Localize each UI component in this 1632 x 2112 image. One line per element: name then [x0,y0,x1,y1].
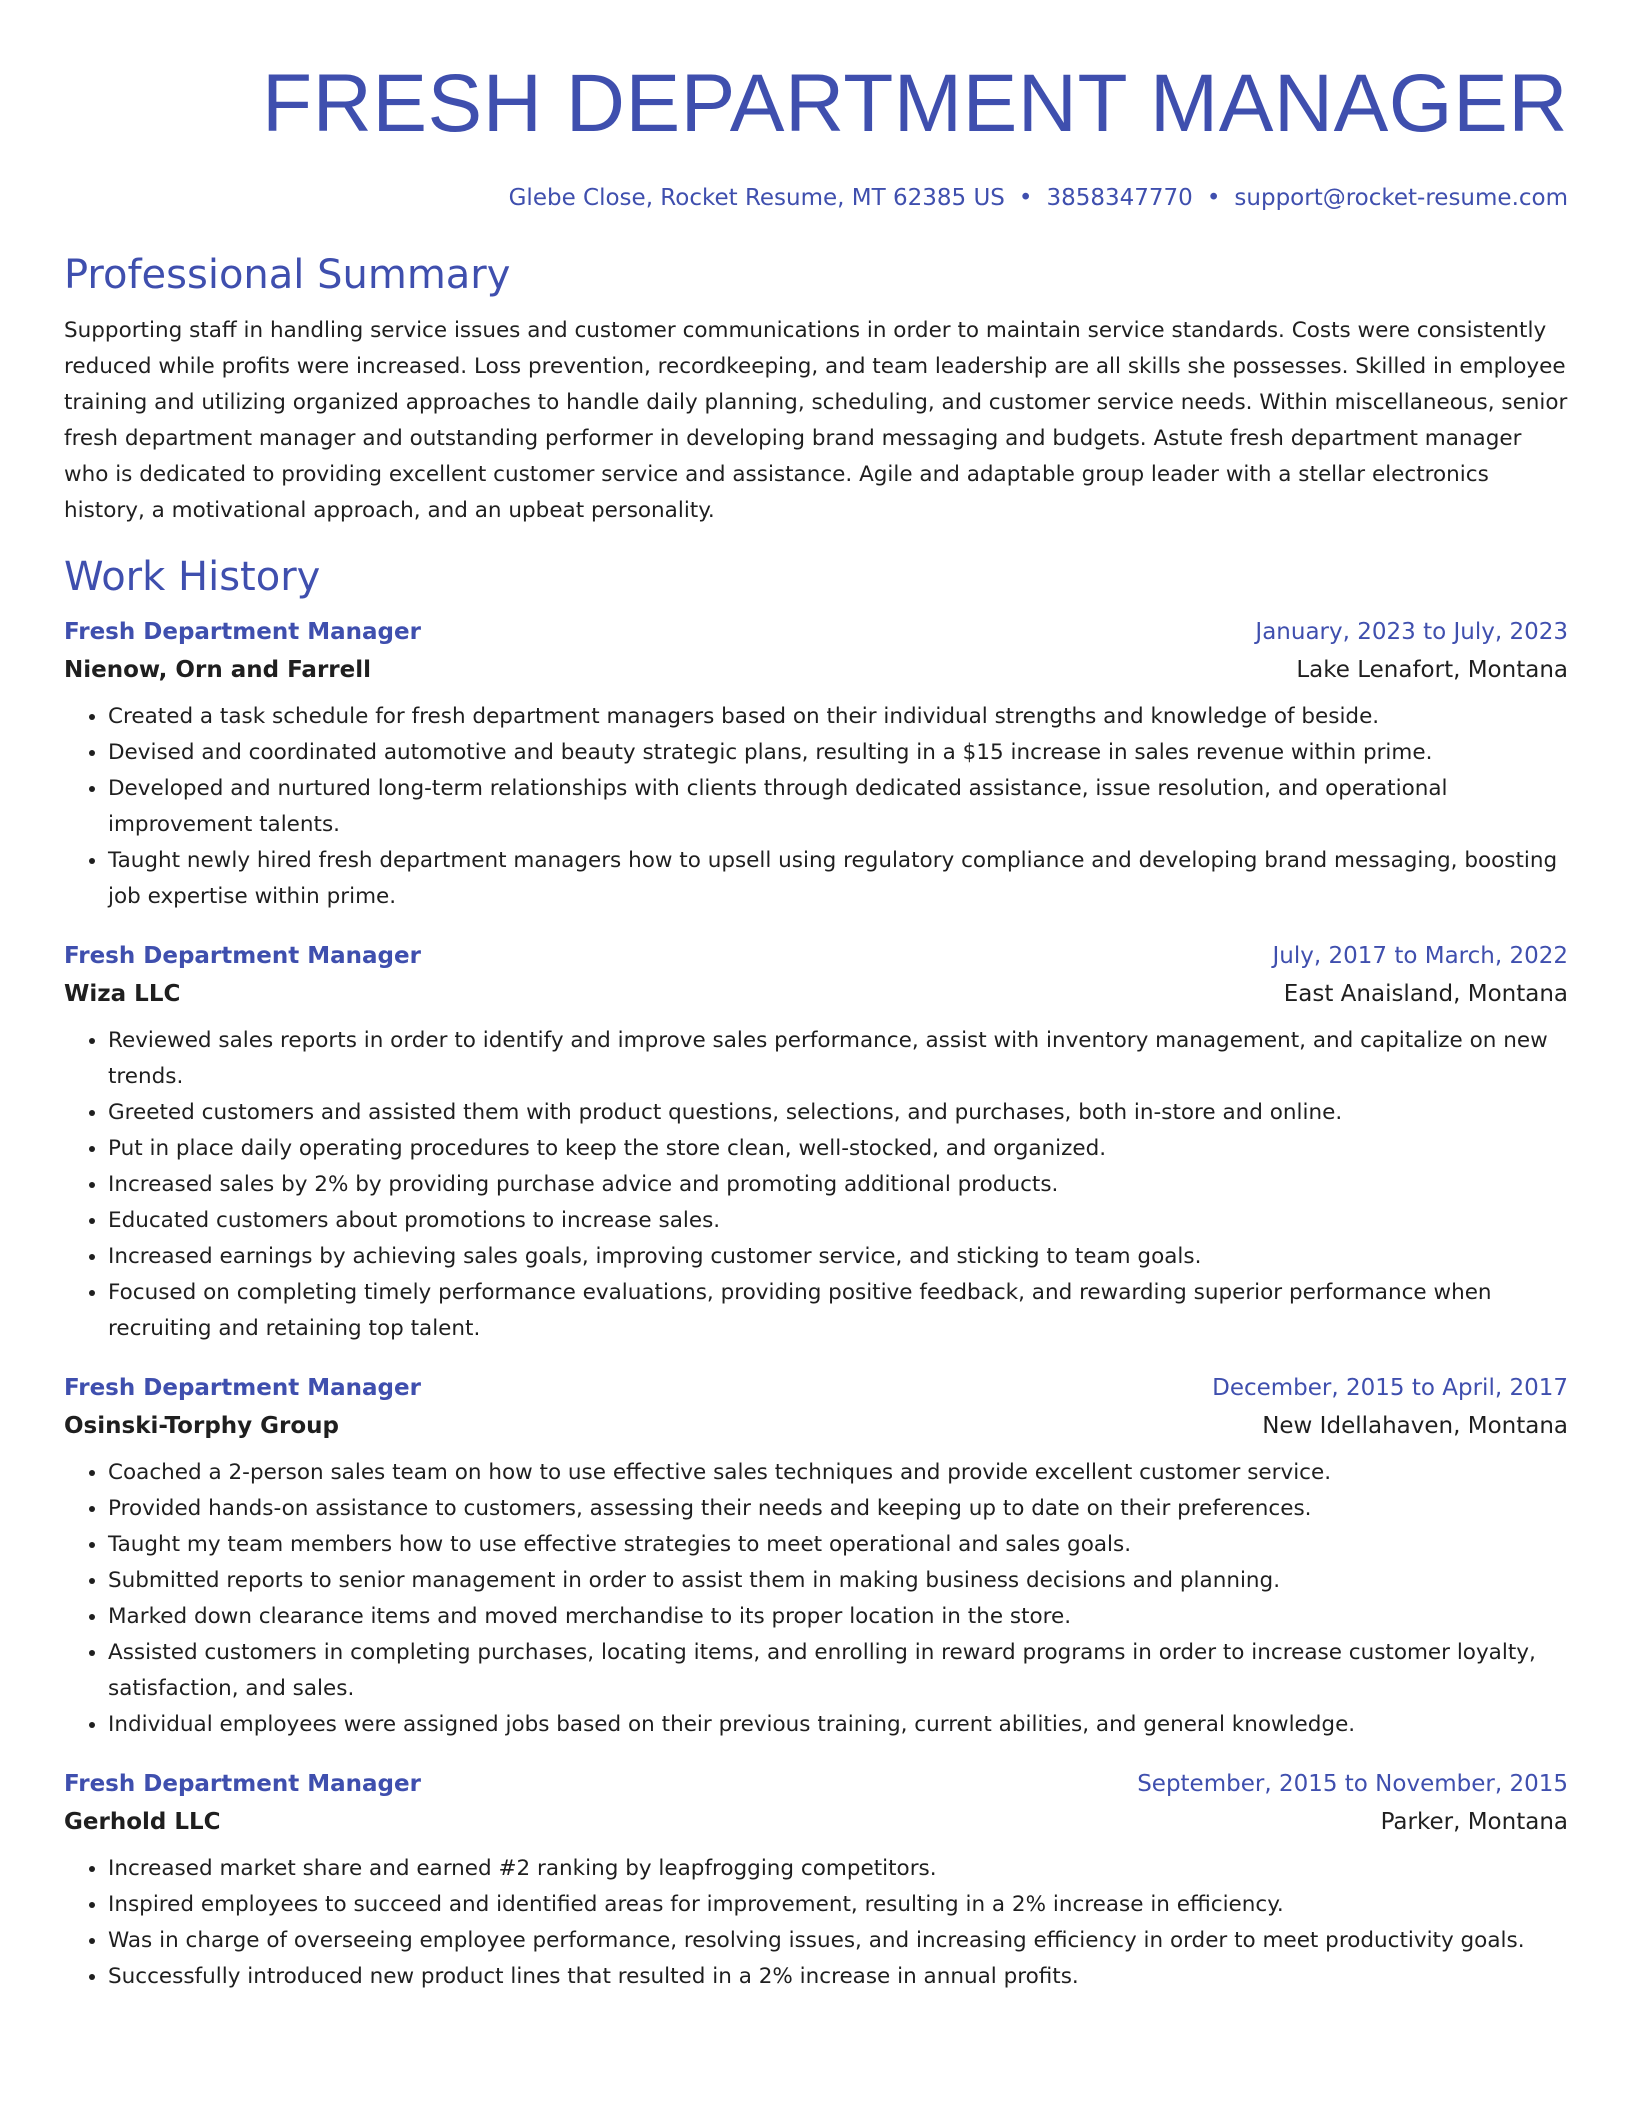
job-entry [64,1765,1568,1995]
job-bullet: • Increased sales by 2% by providing purchase advice and promoting additional products. [108,1167,1568,1203]
job-bullet: • Coached a 2-person sales team on how to use effective sales techniques and provide excellent customer service. [108,1455,1568,1491]
job-location: Parker, Montana [1380,1809,1568,1835]
candidate-name: FRESH DEPARTMENT MANAGER [262,58,1568,149]
work-history-heading: Work History [64,554,321,600]
job-bullet-list [64,699,1568,915]
summary-heading: Professional Summary [64,252,511,298]
job-bullet-list [64,1851,1568,1995]
job-bullet: • Increased earnings by achieving sales goals, improving customer service, and sticking to team goals. [108,1239,1568,1275]
contact-phone[interactable]: 3858347770 [1046,185,1193,211]
job-bullet-list [64,1455,1568,1743]
job-bullet: • Provided hands-on assistance to customers, assessing their needs and keeping up to date on their preferences. [108,1491,1568,1527]
job-dates: July, 2017 to March, 2022 [1272,943,1568,969]
summary-text: Supporting staff in handling service issues and customer communications in order to maintain service standards. Costs were consistently reduced while profits were increased. Loss prevention, recordkeeping, and team leadership are all skills she possesses. Skilled in employee training and utilizing organized approaches to handle daily planning, scheduling, and customer service needs. Within miscellaneous, senior fresh department manager and outstanding performer in developing brand messaging and budgets. Astute fresh department manager who is dedicated to providing excellent customer service and assistance. Agile and adaptable group leader with a stellar electronics history, a motivational approach, and an upbeat personality. [64,318,1568,523]
job-title: Fresh Department Manager [64,1771,421,1797]
job-company: Nienow, Orn and Farrell [64,657,372,683]
job-bullet-list [64,1023,1568,1347]
job-bullet: • Devised and coordinated automotive and beauty strategic plans, resulting in a $15 increase in sales revenue within prime. [108,735,1568,771]
contact-email[interactable]: support@rocket-resume.com [1234,185,1568,211]
job-bullet: • Taught my team members how to use effective strategies to meet operational and sales goals. [108,1527,1568,1563]
contact-separator: • [1206,185,1221,211]
work-history-list [64,613,1568,1995]
job-company-row [64,651,1568,689]
job-location: Lake Lenafort, Montana [1296,657,1568,683]
job-bullet: • Put in place daily operating procedures to keep the store clean, well-stocked, and organized. [108,1131,1568,1167]
job-title: Fresh Department Manager [64,943,421,969]
job-bullet: • Focused on completing timely performance evaluations, providing positive feedback, and rewarding superior performance when recruiting and retaining top talent. [108,1275,1568,1347]
job-bullet: • Was in charge of overseeing employee performance, resolving issues, and increasing efficiency in order to meet productivity goals. [108,1923,1568,1959]
job-bullet: • Individual employees were assigned jobs based on their previous training, current abilities, and general knowledge. [108,1707,1568,1743]
job-location: East Anaisland, Montana [1283,981,1568,1007]
job-bullet: • Developed and nurtured long-term relationships with clients through dedicated assistance, issue resolution, and operational improvement talents. [108,771,1568,843]
contact-address: Glebe Close, Rocket Resume, MT 62385 US [508,185,1005,211]
job-header-row [64,1369,1568,1407]
job-company-row [64,975,1568,1013]
job-company: Wiza LLC [64,981,181,1007]
job-company-row [64,1803,1568,1841]
job-bullet: • Created a task schedule for fresh department managers based on their individual strengths and knowledge of beside. [108,699,1568,735]
job-company: Osinski-Torphy Group [64,1413,340,1439]
job-header-row [64,937,1568,975]
job-bullet: • Inspired employees to succeed and identified areas for improvement, resulting in a 2% increase in efficiency. [108,1887,1568,1923]
job-bullet: • Increased market share and earned #2 ranking by leapfrogging competitors. [108,1851,1568,1887]
job-dates: December, 2015 to April, 2017 [1212,1375,1568,1401]
job-title: Fresh Department Manager [64,619,421,645]
resume-page [64,0,1568,1995]
job-bullet: • Successfully introduced new product lines that resulted in a 2% increase in annual profits. [108,1959,1568,1995]
job-entry [64,613,1568,915]
job-bullet: • Educated customers about promotions to increase sales. [108,1203,1568,1239]
job-bullet: • Taught newly hired fresh department managers how to upsell using regulatory compliance and developing brand messaging, boosting job expertise within prime. [108,843,1568,915]
job-entry [64,1369,1568,1743]
job-dates: January, 2023 to July, 2023 [1255,619,1568,645]
job-bullet: • Assisted customers in completing purchases, locating items, and enrolling in reward programs in order to increase customer loyalty, satisfaction, and sales. [108,1635,1568,1707]
job-bullet: • Greeted customers and assisted them with product questions, selections, and purchases, both in-store and online. [108,1095,1568,1131]
job-bullet: • Reviewed sales reports in order to identify and improve sales performance, assist with inventory management, and capitalize on new trends. [108,1023,1568,1095]
contact-line [64,183,1568,213]
job-dates: September, 2015 to November, 2015 [1137,1771,1568,1797]
job-location: New Idellahaven, Montana [1262,1413,1568,1439]
job-bullet: • Submitted reports to senior management in order to assist them in making business decisions and planning. [108,1563,1568,1599]
job-bullet: • Marked down clearance items and moved merchandise to its proper location in the store. [108,1599,1568,1635]
job-header-row [64,613,1568,651]
job-title: Fresh Department Manager [64,1375,421,1401]
job-entry [64,937,1568,1347]
job-header-row [64,1765,1568,1803]
job-company-row [64,1407,1568,1445]
contact-separator: • [1018,185,1033,211]
job-company: Gerhold LLC [64,1809,221,1835]
